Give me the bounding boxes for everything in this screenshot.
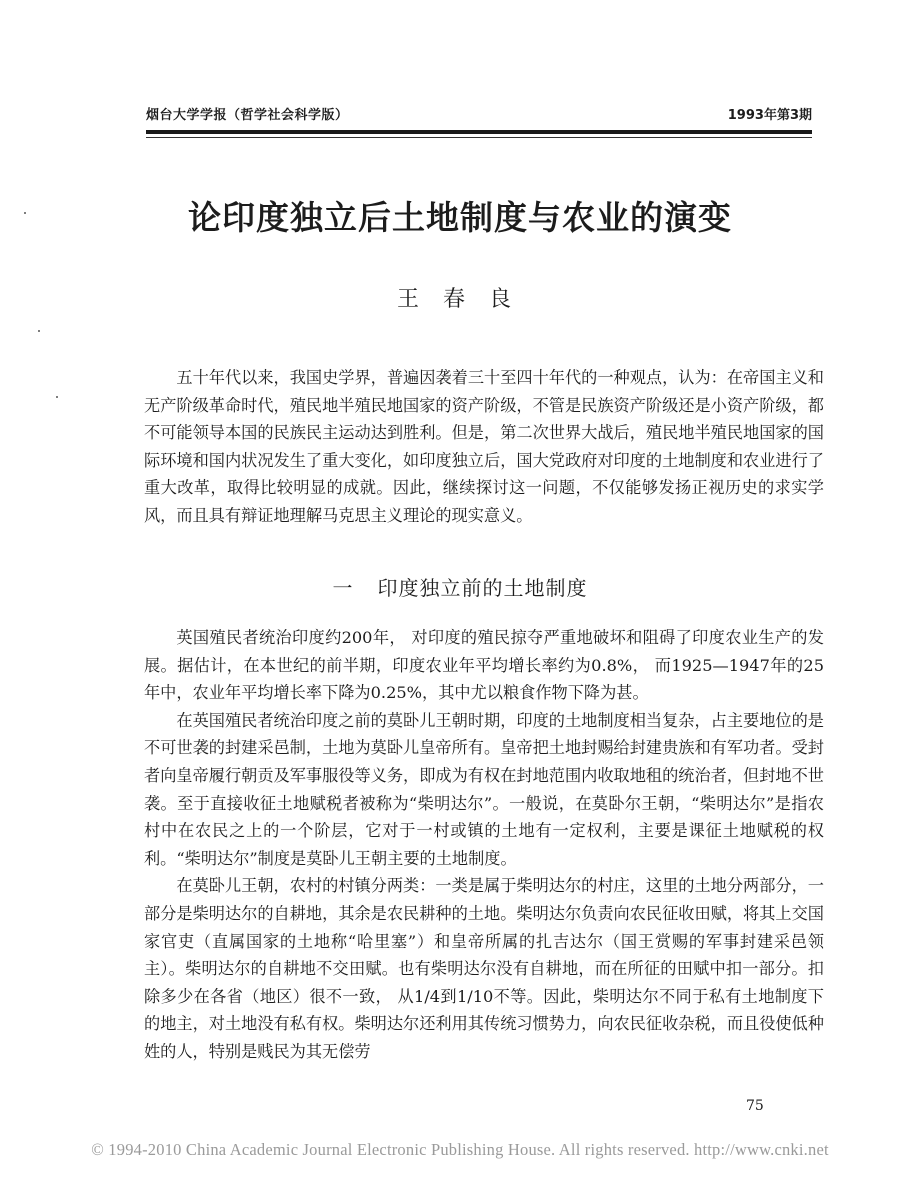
header-rule-thin [146, 137, 812, 138]
section-number: 一 [332, 576, 354, 600]
running-header [146, 104, 812, 126]
body-paragraph: 英国殖民者统治印度约200年， 对印度的殖民掠夺严重地破坏和阻碍了印度农业生产的发展。据估计，在本世纪的前半期，印度农业年平均增长率约为0.8%， 而1925—1947年的25年中，农业年平均增长率下降为0.25%，其中尤以粮食作物下降为甚。 [144, 628, 824, 703]
author-name: 王春良 [396, 287, 535, 312]
header-rule-thick [146, 130, 812, 134]
section-body [144, 624, 824, 1066]
article-title: 论印度独立后土地制度与农业的演变 [188, 198, 732, 237]
intro-paragraph: 五十年代以来，我国史学界，普遍因袭着三十至四十年代的一种观点，认为：在帝国主义和无产阶级革命时代，殖民地半殖民地国家的资产阶级，不管是民族资产阶级还是小资产阶级，都不可能领导本国的民族民主运动达到胜利。但是，第二次世界大战后，殖民地半殖民地国家的国际环境和国内状况发生了重大变化，如印度独立后，国大党政府对印度的土地制度和农业进行了重大改革，取得比较明显的成就。因此，继续探讨这一问题，不仅能够发扬正视历史的求实学风，而且具有辩证地理解马克思主义理论的现实意义。 [144, 368, 824, 525]
intro-section [144, 364, 824, 530]
page-number: 75 [746, 1098, 764, 1114]
body-paragraph: 在英国殖民者统治印度之前的莫卧儿王朝时期，印度的土地制度相当复杂，占主要地位的是不可世袭的封建采邑制，土地为莫卧儿皇帝所有。皇帝把土地封赐给封建贵族和有军功者。受封者向皇帝履行朝贡及军事服役等义务，即成为有权在封地范围内收取地租的统治者，但封地不世袭。至于直接收征土地赋税者被称为“柴明达尔”。一般说，在莫卧尔王朝，“柴明达尔”是指农村中在农民之上的一个阶层，它对于一村或镇的土地有一定权利，主要是课征土地赋税的权利。“柴明达尔”制度是莫卧儿王朝主要的土地制度。 [144, 710, 824, 868]
section-title: 印度独立前的土地制度 [377, 576, 588, 600]
body-paragraph: 在莫卧儿王朝，农村的村镇分两类：一类是属于柴明达尔的村庄，这里的土地分两部分，一部分是柴明达尔的自耕地，其余是农民耕种的土地。柴明达尔负责向农民征收田赋，将其上交国家官吏（直属国家的土地称“哈里塞”）和皇帝所属的扎吉达尔（国王赏赐的军事封建采邑领主）。柴明达尔的自耕地不交田赋。也有柴明达尔没有自耕地，而在所征的田赋中扣一部分。扣除多少在各省（地区）很不一致， 从1/4到1/10不等。因此，柴明达尔不同于私有土地制度下的地主，对土地没有私有权。柴明达尔还利用其传统习惯势力，向农民征收杂税，而且役使低种姓的人，特别是贱民为其无偿劳 [144, 876, 824, 1061]
section-heading [0, 572, 920, 601]
issue-number: 1993年第3期 [727, 108, 812, 123]
scan-speck [38, 330, 40, 332]
copyright-footer: © 1994-2010 China Academic Journal Electronic Publishing House. All rights reserved. http://www.cnki.net [91, 1140, 829, 1159]
journal-name: 烟台大学学报（哲学社会科学版） [146, 108, 349, 123]
scan-speck [56, 396, 58, 398]
